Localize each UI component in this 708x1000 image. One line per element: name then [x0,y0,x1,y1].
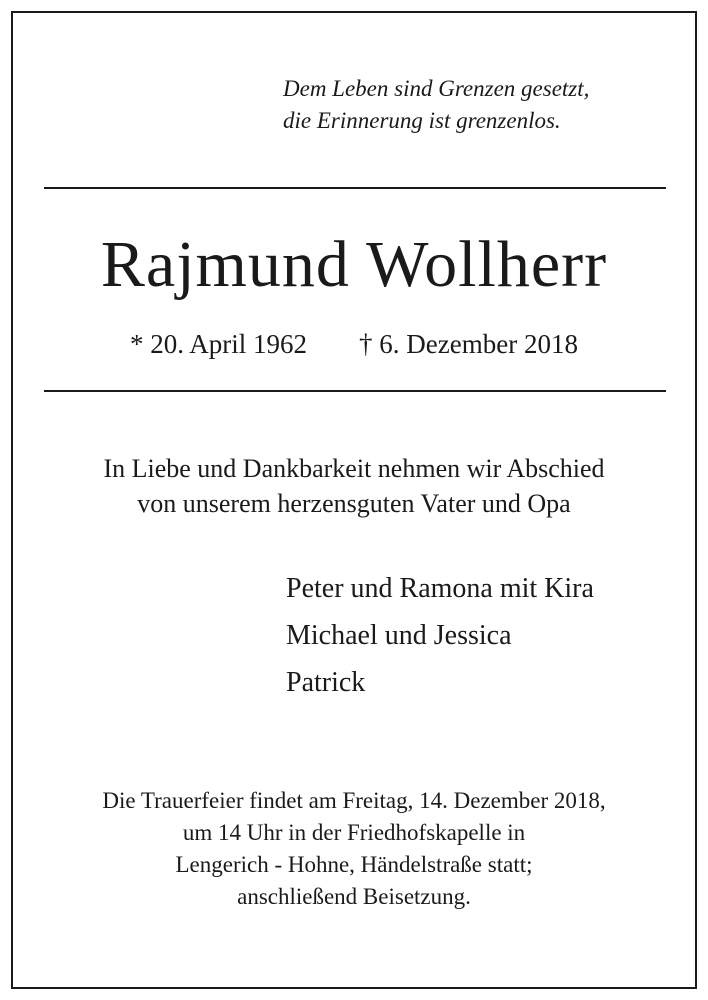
life-dates [13,327,695,361]
service-line: Die Trauerfeier findet am Freitag, 14. Dezember 2018, [102,788,606,813]
mourners-list [286,565,686,706]
bottom-divider [44,390,666,392]
death-date: † 6. Dezember 2018 [359,329,578,359]
mourner-entry: Patrick [286,667,366,698]
farewell-line-2: von unserem herzensguten Vater und Opa [137,489,571,518]
birth-date: * 20. April 1962 [130,329,308,359]
service-line: um 14 Uhr in der Friedhofskapelle in [182,820,526,845]
mourner-entry: Peter und Ramona mit Kira [286,573,594,604]
deceased-name: Rajmund Wollherr [100,228,608,301]
top-divider [44,187,666,189]
service-line: Lengerich - Hohne, Händelstraße statt; [175,852,533,877]
motto-line-2: die Erinnerung ist grenzenlos. [283,108,561,133]
mourner-entry: Michael und Jessica [286,620,512,651]
motto [283,73,683,137]
service-line: anschließend Beisetzung. [237,884,471,909]
obituary-card [11,11,697,989]
farewell-line-1: In Liebe und Dankbarkeit nehmen wir Abschied [103,454,605,483]
motto-line-1: Dem Leben sind Grenzen gesetzt, [283,76,590,101]
funeral-service-notice [13,785,695,913]
farewell-text [13,451,695,521]
